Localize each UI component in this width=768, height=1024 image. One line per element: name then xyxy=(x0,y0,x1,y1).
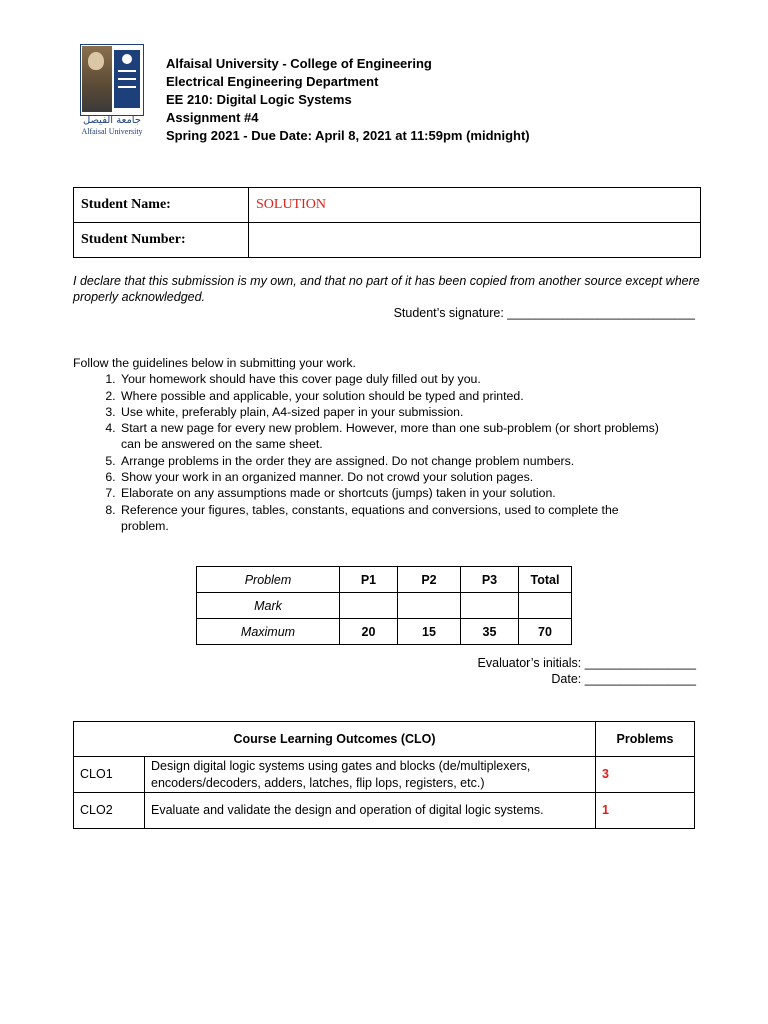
list-item: 8. Reference your figures, tables, constants, equations and conversions, used to complete the problem. xyxy=(119,502,661,535)
guidelines xyxy=(73,355,661,534)
mark-cell-p2[interactable] xyxy=(398,593,461,619)
marks-header-problem: Problem xyxy=(197,567,340,593)
student-number-value[interactable] xyxy=(249,223,701,258)
list-item: 3. Use white, preferably plain, A4-sized paper in your submission. xyxy=(119,404,661,420)
logo-english-text: Alfaisal University xyxy=(81,127,143,136)
guidelines-intro: Follow the guidelines below in submitting your work. xyxy=(73,356,356,370)
university-logo xyxy=(78,44,146,138)
max-cell-total: 70 xyxy=(519,619,572,645)
list-item: 1. Your homework should have this cover page duly filled out by you. xyxy=(119,371,661,387)
mark-cell-total[interactable] xyxy=(519,593,572,619)
list-item: 4. Start a new page for every new problem. However, more than one sub-problem (or short problems) can be answered on the same sheet. xyxy=(119,420,661,453)
max-cell-p3: 35 xyxy=(461,619,519,645)
logo-arabic-text: جامعة الفيصل xyxy=(82,115,142,126)
student-name-label: Student Name: xyxy=(74,188,249,223)
max-cell-p1: 20 xyxy=(340,619,398,645)
list-item: 2. Where possible and applicable, your solution should be typed and printed. xyxy=(119,388,661,404)
marks-header-p3: P3 xyxy=(461,567,519,593)
student-number-label: Student Number: xyxy=(74,223,249,258)
declaration-text: I declare that this submission is my own, and that no part of it has been copied from another source except where properly acknowledged. xyxy=(73,274,700,304)
clo-header-outcomes: Course Learning Outcomes (CLO) xyxy=(74,722,596,757)
mark-cell-p3[interactable] xyxy=(461,593,519,619)
clo-table xyxy=(73,721,695,829)
clo-id: CLO2 xyxy=(74,793,145,829)
list-item: 5. Arrange problems in the order they are assigned. Do not change problem numbers. xyxy=(119,453,661,469)
clo-description: Design digital logic systems using gates and blocks (de/multiplexers, encoders/decoders, adders, latches, flip lops, registers, etc.) xyxy=(145,757,596,793)
marks-row-label-maximum: Maximum xyxy=(197,619,340,645)
clo-problems: 3 xyxy=(596,757,695,793)
marks-header-total: Total xyxy=(519,567,572,593)
clo-description: Evaluate and validate the design and operation of digital logic systems. xyxy=(145,793,596,829)
evaluator-initials: Evaluator’s initials: ________________ xyxy=(477,656,696,670)
header-course: EE 210: Digital Logic Systems xyxy=(166,92,352,107)
list-item: 6. Show your work in an organized manner. Do not crowd your solution pages. xyxy=(119,469,661,485)
mark-cell-p1[interactable] xyxy=(340,593,398,619)
max-cell-p2: 15 xyxy=(398,619,461,645)
list-item: 7. Elaborate on any assumptions made or shortcuts (jumps) taken in your solution. xyxy=(119,485,661,501)
marks-header-p1: P1 xyxy=(340,567,398,593)
header-due-date: Spring 2021 - Due Date: April 8, 2021 at 11:59pm (midnight) xyxy=(166,128,530,143)
student-name-value[interactable]: SOLUTION xyxy=(249,188,701,223)
header-university: Alfaisal University - College of Engineering xyxy=(166,56,432,71)
student-info-table xyxy=(73,187,701,258)
clo-id: CLO1 xyxy=(74,757,145,793)
clo-problems: 1 xyxy=(596,793,695,829)
marks-row-label-mark: Mark xyxy=(197,593,340,619)
marks-table xyxy=(196,566,572,645)
clo-header-problems: Problems xyxy=(596,722,695,757)
evaluator-date: Date: ________________ xyxy=(551,672,696,686)
guidelines-list xyxy=(73,371,661,534)
signature-line: Student’s signature: ___________________________ xyxy=(393,306,695,320)
marks-header-p2: P2 xyxy=(398,567,461,593)
header-department: Electrical Engineering Department xyxy=(166,74,379,89)
header-assignment: Assignment #4 xyxy=(166,110,259,125)
